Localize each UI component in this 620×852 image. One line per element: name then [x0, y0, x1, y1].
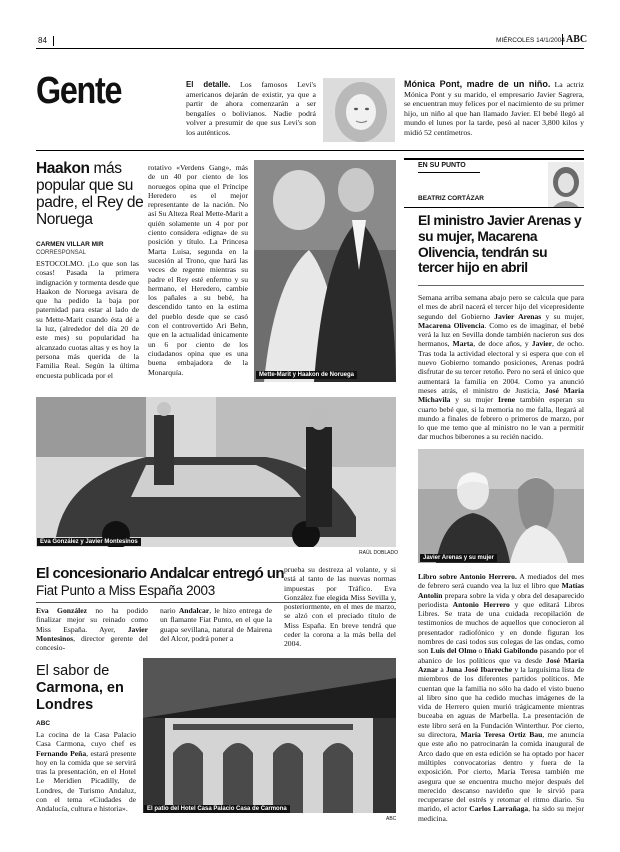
opinion-headline-rule [418, 285, 584, 286]
bold-name: Irene [498, 395, 516, 405]
car-col1 [36, 606, 148, 652]
carmona-photo-caption: El patio del Hotel Casa Palacio Casa de Carmona [144, 805, 290, 813]
header-divider-left [53, 36, 54, 46]
text-run: a [438, 664, 446, 674]
text-run: nario [160, 606, 179, 615]
carmona-text [36, 730, 136, 814]
opinion-p1 [418, 293, 584, 442]
brief-monica-text: La actriz Mónica Pont y su marido, el empresario Javier Sagrera, se encuentran muy felices por el nacimiento de su primer hijo, un niño al que han llamado Javier. El bebé llegó al mundo el lunes por la tarde, pesó al nacer 3,800 kilos y midió 52 centímetros. [404, 80, 584, 137]
carmona-headline-bold: Carmona, en Londres [36, 680, 124, 713]
car-col2 [160, 606, 272, 643]
text-run: , de doce años, y [473, 339, 532, 349]
text-run: A mediados del mes de febrero será cuando vea la luz el libro que [418, 572, 584, 591]
text-run: o [476, 646, 485, 656]
text-run: y su mujer [450, 395, 498, 405]
car-headline: El concesionario Andalcar entregó un [36, 565, 284, 582]
haakon-headline [36, 160, 148, 228]
text-run: , director gerente del concesio- [36, 633, 148, 653]
text-run: , ha sido su mejor medicina. [418, 804, 584, 823]
opinion-kicker-underline [418, 172, 480, 173]
text-run: , me anuncia que este año no patrocinarán la comida inaugural de Arco dado que en esta edición se ha optado por hacer múltiples convocatorias dentro y fuera de la exposición. Por cierto, María Teresa también me asegura que se encuentra mucho mejor después del merecido descanso navideño que le sirvió para recuperarse del estrés y retomar el ritmo diario. Su marido, el actor [418, 730, 585, 814]
bold-name: Andalcar [178, 606, 210, 615]
photo-casa-carmona-patio [143, 658, 396, 813]
car-col2-text [160, 606, 272, 643]
brief-monica-lead: Mónica Pont, madre de un niño. [404, 79, 551, 89]
carmona-headline [36, 663, 136, 714]
bold-name: Javier [531, 339, 553, 349]
opinion-body-2 [418, 572, 584, 823]
text-run: Semana arriba semana abajo pero se calcula que para el mes de abril nacerá el tercer hijo del vicepresidente segundo del Gobierno [418, 293, 584, 321]
car-col3-text: prueba su destreza al volante, y si está al tanto de las nuevas normas impuestas por Tráfico. Eva González fue elegida Miss Sevilla y, posteriormente, en el mes de marzo, se alzó con el preciado título de Miss España. En breve tendrá que ceder la corona a la más bella del 2004. [284, 565, 396, 649]
haakon-author: CARMEN VILLAR MIR [36, 241, 104, 248]
opinion-p2 [418, 572, 584, 823]
car-photo-credit: RAÚL DOBLADO [359, 550, 398, 556]
bold-name: Marta [452, 339, 474, 349]
car-col3 [284, 565, 396, 649]
page-number: 84 [38, 36, 47, 45]
bold-name: Javier Arenas [494, 311, 542, 321]
columnist-portrait [548, 162, 584, 208]
haakon-col2-text: rotativo «Verdens Gang», más de un 40 por ciento de los noruegos opina que el Príncipe Heredero es el mejor representante de la nación. No así Su Alteza Real Mette-Marit a quién solamente un 4 por por ciento considera «digna» de su posición y título. La Princesa Marta Luisa, segunda en la sucesión al Trono, que hará las veces de regente mientras su padre el Rey esté enfermo y su hermano, el Heredero, cambie los pañales a su bebé, ha descendido tanto en la estima del pueblo desde que se casó con el controvertido Ari Behn, que en la actualidad únicamente un 6 por ciento de los ciudadanos opina que es una buena embajadora de la Monarquía. [148, 163, 248, 377]
bold-name: Juna José Ibarreche [445, 664, 513, 674]
brief-detalle-text: Los famosos Levi's americanos dejarán de existir, ya que a partir de ahora comenzarán a ser bengalíes o bolivianos. Nadie podrá volver a presumir de que sus Levi's son los auténticos. [186, 80, 316, 137]
haakon-role: CORRESPONSAL [36, 250, 87, 256]
bold-name: José María Aznar [418, 655, 585, 674]
bold-name: Eva González [36, 606, 87, 615]
brief-monica [404, 80, 584, 138]
haakon-photo-caption: Mette-Marit y Haakon de Noruega [256, 371, 357, 379]
carmona-photo-credit: ABC [386, 816, 397, 822]
haakon-col2 [148, 163, 248, 377]
car-col1-text [36, 606, 148, 652]
carmona-author: ABC [36, 720, 51, 727]
header-rule [36, 48, 584, 49]
bold-name: Iñaki Gabilondo [484, 646, 538, 656]
photo-car-delivery [36, 397, 396, 547]
haakon-col1-text: ESTOCOLMO. ¡Lo que son las cosas! Pasada la primera indignación y tormenta desde que Haakon de Noruega avisara de que ha pedido la baja por paternidad para estar al lado de su Mette-Marit cuando ésta dé a la luz, (alrededor del día 20 de este mes) su popularidad ha alcanzado cuotas altas y es hoy la persona más querida de la Familia Real. Según la última encuesta publicada por el [36, 259, 139, 380]
brief-detalle [186, 80, 316, 138]
arenas-photo-caption: Javier Arenas y su mujer [420, 554, 497, 562]
couple-illustration [418, 449, 584, 563]
top-band-rule [36, 150, 584, 151]
bold-name: Antonio Herrero [452, 599, 510, 609]
bold-name: Libro sobre Antonio Herrero. [418, 572, 517, 581]
text-run: no ha podido finalizar mejor su reinado como Miss España. Ayer, [36, 606, 148, 634]
brief-detalle-lead: El detalle. [186, 80, 231, 89]
photo-monica-pont [323, 78, 395, 142]
bold-name: Javier Montesinos [36, 624, 148, 643]
opinion-author-rule [404, 207, 584, 208]
patio-illustration [143, 658, 396, 813]
carmona-headline-pre: El sabor de [36, 663, 110, 679]
portrait-illustration [323, 78, 395, 142]
text-run: , estará presente hoy en la comida que se servirá tras la presentación, en el Hotel Le Meridien Picadilly, de Londres, de Turismo Andaluz, con el tema «Ciudades de Andalucía, cultura e historia». [36, 748, 137, 814]
text-run: prepara sobre la vida y obra del desaparecido periodista [418, 590, 584, 609]
photo-beatriz-cortazar [548, 162, 584, 208]
text-run: y la larguísima lista de miembros de los diferentes partidos políticos. Me cuentan que la familia no sólo ha dado el visto bueno al libro sino que ha cedido muchas imágenes de la vida de Herrero quien murió trágicamente mientras buceaba en aguas de Marbella. La presentación de este libro será en la Fundación Winterthur. Por cierto, su directora, [418, 664, 584, 740]
text-run: La cocina de la Casa Palacio Casa Carmona, cuyo chef es [36, 730, 136, 749]
text-run: . Como es de imaginar, el bebé verá la luz en Sevilla donde también nacieron sus dos hermanos, [418, 320, 584, 349]
photo-mette-marit-haakon [254, 160, 396, 382]
car-illustration [36, 397, 396, 547]
bold-name: Luis del Olmo [430, 646, 477, 656]
opinion-body-1 [418, 293, 584, 442]
opinion-kicker: EN SU PUNTO [418, 162, 466, 169]
text-run: y que editará Libros Libres. Se trata de una cuidada recopilación de testimonios de muchos de aquellos que conocieron al presentador radiofónico y en donde figuran los nombres de casi todos sus colegas de las ondas, como son [418, 599, 584, 656]
page-date: MIÉRCOLES 14/1/2004 [496, 37, 566, 44]
section-title: Gente [36, 70, 122, 112]
bold-name: Matías Antolín [418, 581, 584, 600]
bold-name: Fernando Peña [36, 748, 87, 758]
text-run: también esperan su cuarto bebé que, si la memoria no me falla, llegará al mundo a finales de febrero o primeros de marzo, por lo que me temo que al ministro no le van a permitir dar muchos biberones a su recién nacido. [418, 395, 584, 442]
bold-name: Carlos Larrañaga [469, 804, 529, 814]
text-run: y su mujer, [541, 311, 584, 321]
carmona-body [36, 730, 136, 814]
bold-name: María Teresa Ortiz Bau [460, 730, 543, 740]
text-run: , de ocho. Tras toda la actividad electoral y si espera que con el nuevo Gobierno tomando posiciones, Arenas podrá disfrutar de su tercer retoño. Pero no será el único que aumentará la familia en 2004. Como ya anunció meses atrás, el ministro de Justicia, [418, 339, 584, 395]
text-run: pasando por el abanico de los políticos que va desde [418, 646, 585, 665]
haakon-headline-rest: más popular que su padre, el Rey de Noruega [36, 160, 144, 228]
bold-name: José María Michavila [418, 385, 584, 405]
opinion-headline: El ministro Javier Arenas y su mujer, Macarena Olivencia, tendrán su tercer hijo en abril [418, 213, 582, 276]
opinion-author: BEATRIZ CORTÁZAR [418, 195, 484, 202]
car-subheadline: Fiat Punto a Miss España 2003 [36, 583, 215, 598]
haakon-headline-bold: Haakon [36, 160, 90, 177]
haakon-col1 [36, 259, 139, 380]
photo-javier-arenas [418, 449, 584, 563]
opinion-column-rule [404, 158, 584, 160]
abc-logo: ABC [562, 34, 587, 45]
royal-couple-illustration [254, 160, 396, 382]
bold-name: Macarena Olivencia [418, 320, 485, 330]
text-run: , le hizo entrega de un flamante Fiat Punto, en el que la guapa sevillana, natural de Mairena del Alcor, podrá poner a [160, 606, 272, 643]
car-photo-caption: Eva González y Javier Montesinos [37, 538, 141, 546]
